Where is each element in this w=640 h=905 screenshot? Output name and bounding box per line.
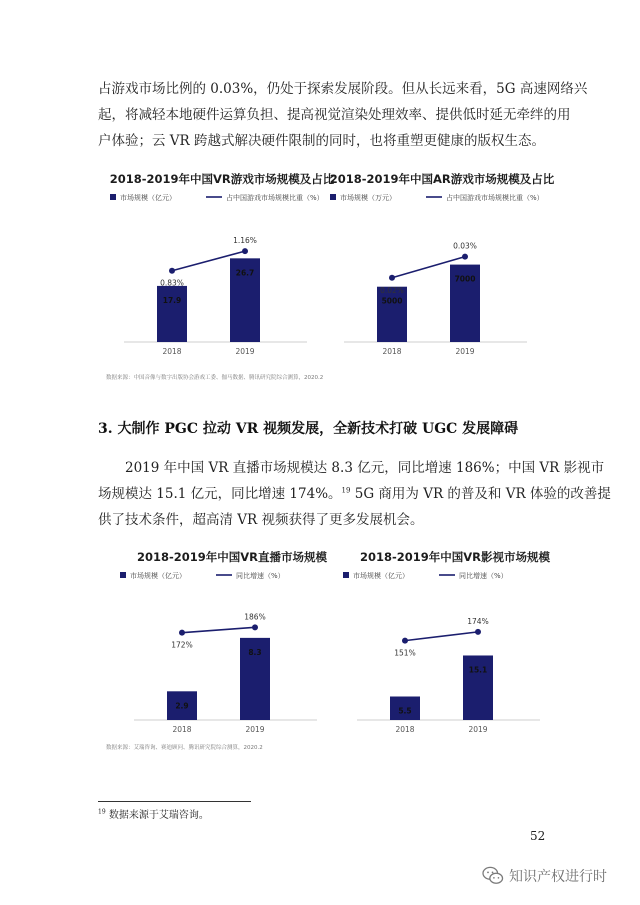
- section-line-text: 5G 商用为 VR 的普及和 VR 体验的改善提: [350, 486, 611, 502]
- series-line: [182, 627, 255, 632]
- line-point: [179, 630, 185, 636]
- wechat-icon: [482, 866, 504, 886]
- bar-value-label: 5000: [381, 296, 403, 306]
- bar: [377, 287, 407, 342]
- vr-film-market-chart: [335, 548, 575, 748]
- chart-title: 2018-2019年中国VR影视市场规模: [359, 550, 551, 564]
- line-point: [252, 624, 258, 630]
- line-value-label: 0.03%: [453, 241, 477, 251]
- legend-bar-label: 市场规模（亿元）: [130, 572, 186, 580]
- x-tick-label: 2018: [382, 347, 402, 356]
- chart-title: 2018-2019年中国VR游戏市场规模及占比: [109, 172, 335, 186]
- legend-bar-label: 市场规模（亿元）: [120, 194, 176, 202]
- line-point: [242, 248, 248, 254]
- section-paragraph: [98, 455, 611, 533]
- legend-line-label: 占中国游戏市场规模比重（%）: [226, 194, 324, 202]
- x-tick-label: 2018: [395, 725, 415, 734]
- series-line: [405, 632, 478, 641]
- legend-line-label: 占中国游戏市场规模比重（%）: [446, 194, 544, 202]
- bar-value-label: 5.5: [398, 706, 412, 716]
- x-tick-label: 2019: [235, 347, 255, 356]
- line-value-label: 151%: [394, 648, 416, 658]
- line-point: [169, 268, 175, 274]
- bar-value-label: 2.9: [175, 701, 189, 711]
- bar-value-label: 26.7: [235, 268, 255, 278]
- line-point: [389, 275, 395, 281]
- section-heading: 3. 大制作 PGC 拉动 VR 视频发展，全新技术打破 UGC 发展障碍: [98, 421, 519, 437]
- legend-bar-swatch: [110, 194, 116, 200]
- x-tick-label: 2018: [162, 347, 182, 356]
- x-tick-label: 2019: [245, 725, 265, 734]
- bar-value-label: 17.9: [162, 295, 182, 305]
- chart-svg: [112, 548, 352, 748]
- section-line: [98, 481, 611, 507]
- footnote-divider: [98, 801, 251, 802]
- intro-line: 占游戏市场比例的 0.03%，仍处于探索发展阶段。但从长远来看，5G 高速网络兴: [98, 81, 588, 97]
- intro-paragraph: [98, 76, 588, 154]
- line-value-label: 0.02%: [380, 285, 404, 295]
- footnote-number: 19: [98, 808, 106, 816]
- line-point: [475, 629, 481, 635]
- bar-value-label: 15.1: [468, 665, 488, 675]
- line-value-label: 186%: [244, 612, 266, 622]
- intro-line: 户体验；云 VR 跨越式解决硬件限制的同时，也将重塑更健康的版权生态。: [98, 133, 545, 149]
- legend-bar-swatch: [343, 572, 349, 578]
- watermark-text: 知识产权进行时: [509, 869, 607, 885]
- chart-title: 2018-2019年中国AR游戏市场规模及占比: [329, 172, 555, 186]
- line-value-label: 172%: [171, 640, 193, 650]
- legend-bar-swatch: [330, 194, 336, 200]
- x-tick-label: 2019: [468, 725, 488, 734]
- x-tick-label: 2019: [455, 347, 475, 356]
- line-value-label: 1.16%: [233, 236, 257, 246]
- intro-line: 起，将减轻本地硬件运算负担、提高视觉渲染处理效率、提供低时延无牵绊的用: [98, 107, 571, 123]
- bar-value-label: 7000: [454, 274, 476, 284]
- chart-svg: [335, 548, 575, 748]
- footnote-text: 数据来源于艾瑞咨询。: [108, 810, 209, 821]
- section-line: 2019 年中国 VR 直播市场规模达 8.3 亿元，同比增速 186%；中国 VR 影视市: [125, 460, 605, 476]
- line-point: [402, 638, 408, 644]
- line-value-label: 0.83%: [160, 278, 184, 288]
- chart-title: 2018-2019年中国VR直播市场规模: [136, 550, 328, 564]
- vr-live-market-chart: [112, 548, 352, 748]
- section-line-text: 场规模达 15.1 亿元，同比增速 174%。: [98, 486, 342, 502]
- ar-game-market-chart: [322, 170, 562, 370]
- footnote: [98, 806, 209, 821]
- chart-svg: [102, 170, 342, 370]
- footnote-reference[interactable]: 19: [341, 486, 351, 495]
- x-tick-label: 2018: [172, 725, 192, 734]
- bar-value-label: 8.3: [248, 647, 262, 657]
- bar: [157, 286, 187, 342]
- legend-line-label: 同比增速（%）: [236, 572, 285, 580]
- chart-svg: [322, 170, 562, 370]
- vr-game-market-chart: [102, 170, 342, 370]
- legend-bar-swatch: [120, 572, 126, 578]
- legend-bar-label: 市场规模（亿元）: [353, 572, 409, 580]
- page-number: 52: [530, 829, 546, 843]
- chart-source-note: 数据来源：中国音像与数字出版协会游戏工委、伽马数据、腾讯研究院综合测算，2020.2: [106, 375, 324, 381]
- legend-line-label: 同比增速（%）: [459, 572, 508, 580]
- legend-bar-label: 市场规模（万元）: [340, 194, 396, 202]
- section-line: 供了技术条件，超高清 VR 视频获得了更多发展机会。: [98, 512, 424, 528]
- chart-source-note: 数据来源：艾瑞咨询、赛迪顾问、腾讯研究院综合测算，2020.2: [106, 745, 263, 751]
- watermark: [482, 866, 607, 886]
- line-point: [462, 254, 468, 260]
- line-value-label: 174%: [467, 616, 489, 626]
